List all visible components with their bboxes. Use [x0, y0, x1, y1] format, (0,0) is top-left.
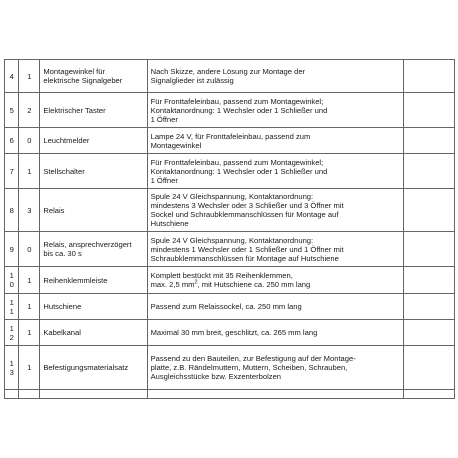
description-cell [147, 232, 404, 267]
component-name: Kabelkanal [43, 328, 81, 337]
description-cell [147, 189, 404, 232]
position-cell: 6 [5, 128, 19, 154]
position-cell: 11 [5, 294, 19, 320]
description-cell [147, 154, 404, 189]
description-cell [147, 128, 404, 154]
component-name-cell [40, 189, 147, 232]
table-row [5, 267, 455, 294]
quantity-cell: 0 [19, 232, 40, 267]
empty-cell [404, 267, 455, 294]
position-cell: 4 [5, 60, 19, 93]
table-row [5, 390, 455, 399]
description-text-continued: , mit Hutschiene ca. 250 mm lang [197, 280, 311, 289]
table-row [5, 128, 455, 154]
description: Spule 24 V Gleichspannung, Kontaktanordnung: mindestens 1 Wechsler oder 1 Schließer und 1 Öffner mit Schraubklemmanschlüssen für Montage auf Hutschiene [150, 235, 344, 263]
description-cell [147, 267, 404, 294]
component-name-cell [40, 294, 147, 320]
position-cell: 8 [5, 189, 19, 232]
parts-table [4, 59, 455, 399]
quantity-cell: 1 [19, 346, 40, 390]
component-name: Reihenklemmleiste [43, 275, 108, 285]
quantity-cell: 1 [19, 320, 40, 346]
position-cell: 12 [5, 320, 19, 346]
description-cell [147, 346, 404, 390]
component-name-cell [40, 154, 147, 189]
empty-cell [147, 390, 404, 399]
description: Für Fronttafeleinbau, passend zum Montagewinkel; Kontaktanordnung: 1 Wechsler oder 1 Schließer und 1 Öffner [150, 157, 328, 185]
position-cell: 5 [5, 93, 19, 128]
empty-cell [404, 232, 455, 267]
table-row [5, 60, 455, 93]
superscript-exponent: 2 [194, 279, 198, 286]
table-row [5, 154, 455, 189]
position-cell: 10 [5, 267, 19, 294]
description [151, 271, 401, 289]
table-row [5, 93, 455, 128]
quantity-cell: 1 [19, 60, 40, 93]
table-row [5, 189, 455, 232]
description: Lampe 24 V, für Fronttafeleinbau, passend zum Montagewinkel [150, 131, 311, 150]
component-name: Befestigungsmaterialsatz [43, 363, 129, 372]
component-name-cell [40, 232, 147, 267]
component-name: Elektrischer Taster [43, 105, 106, 115]
position-cell: 13 [5, 346, 19, 390]
component-name-cell [40, 93, 147, 128]
component-name-cell [40, 346, 147, 390]
empty-cell [404, 346, 455, 390]
component-name: Stellschalter [43, 166, 85, 176]
description: Spule 24 V Gleichspannung, Kontaktanordnung: mindestens 3 Wechsler oder 3 Schließer und 3 Öffner mit Sockel und Schraubklemmanschlüssen für Montage auf Hutschiene [150, 192, 344, 228]
empty-cell [404, 93, 455, 128]
description: Nach Skizze, andere Lösung zur Montage der Signalglieder ist zulässig [150, 67, 306, 85]
table-row [5, 346, 455, 390]
quantity-cell: 1 [19, 154, 40, 189]
table-row [5, 320, 455, 346]
empty-cell [404, 60, 455, 93]
component-name: Montagewinkel für elektrische Signalgeber [43, 67, 123, 85]
description-cell [147, 60, 404, 93]
empty-cell [404, 154, 455, 189]
position-cell: 7 [5, 154, 19, 189]
table-row [5, 294, 455, 320]
description-cell [147, 320, 404, 346]
empty-cell [404, 390, 455, 399]
component-name: Relais [43, 205, 65, 215]
component-name: Hutschiene [43, 302, 82, 311]
description-cell [147, 294, 404, 320]
component-name: Relais, ansprechverzögert bis ca. 30 s [43, 240, 132, 258]
empty-cell [404, 189, 455, 232]
empty-cell [404, 128, 455, 154]
quantity-cell: 2 [19, 93, 40, 128]
quantity-cell: 0 [19, 128, 40, 154]
component-name-cell [40, 60, 147, 93]
table-row [5, 232, 455, 267]
description-text: Komplett bestückt mit 35 Reihenklemmen, max. 2,5 mm [150, 271, 293, 289]
description: Maximal 30 mm breit, geschlitzt, ca. 265 mm lang [150, 328, 318, 337]
component-name-cell [40, 128, 147, 154]
quantity-cell: 1 [19, 267, 40, 294]
description: Für Fronttafeleinbau, passend zum Montagewinkel; Kontaktanordnung: 1 Wechsler oder 1 Schließer und 1 Öffner [150, 96, 328, 124]
quantity-cell: 3 [19, 189, 40, 232]
description-cell [147, 93, 404, 128]
empty-cell [404, 320, 455, 346]
empty-cell [404, 294, 455, 320]
empty-cell [40, 390, 147, 399]
description: Passend zu den Bauteilen, zur Befestigung auf der Montage- platte, z.B. Rändelmuttern, Muttern, Scheiben, Schrauben, Ausgleichsstücke bzw. Exzenterbolzen [150, 354, 356, 381]
component-name-cell [40, 267, 147, 294]
position-cell: 9 [5, 232, 19, 267]
component-name: Leuchtmelder [43, 136, 90, 145]
empty-cell [19, 390, 40, 399]
quantity-cell: 1 [19, 294, 40, 320]
component-name-cell [40, 320, 147, 346]
empty-cell [5, 390, 19, 399]
description: Passend zum Relaissockel, ca. 250 mm lang [150, 302, 302, 311]
